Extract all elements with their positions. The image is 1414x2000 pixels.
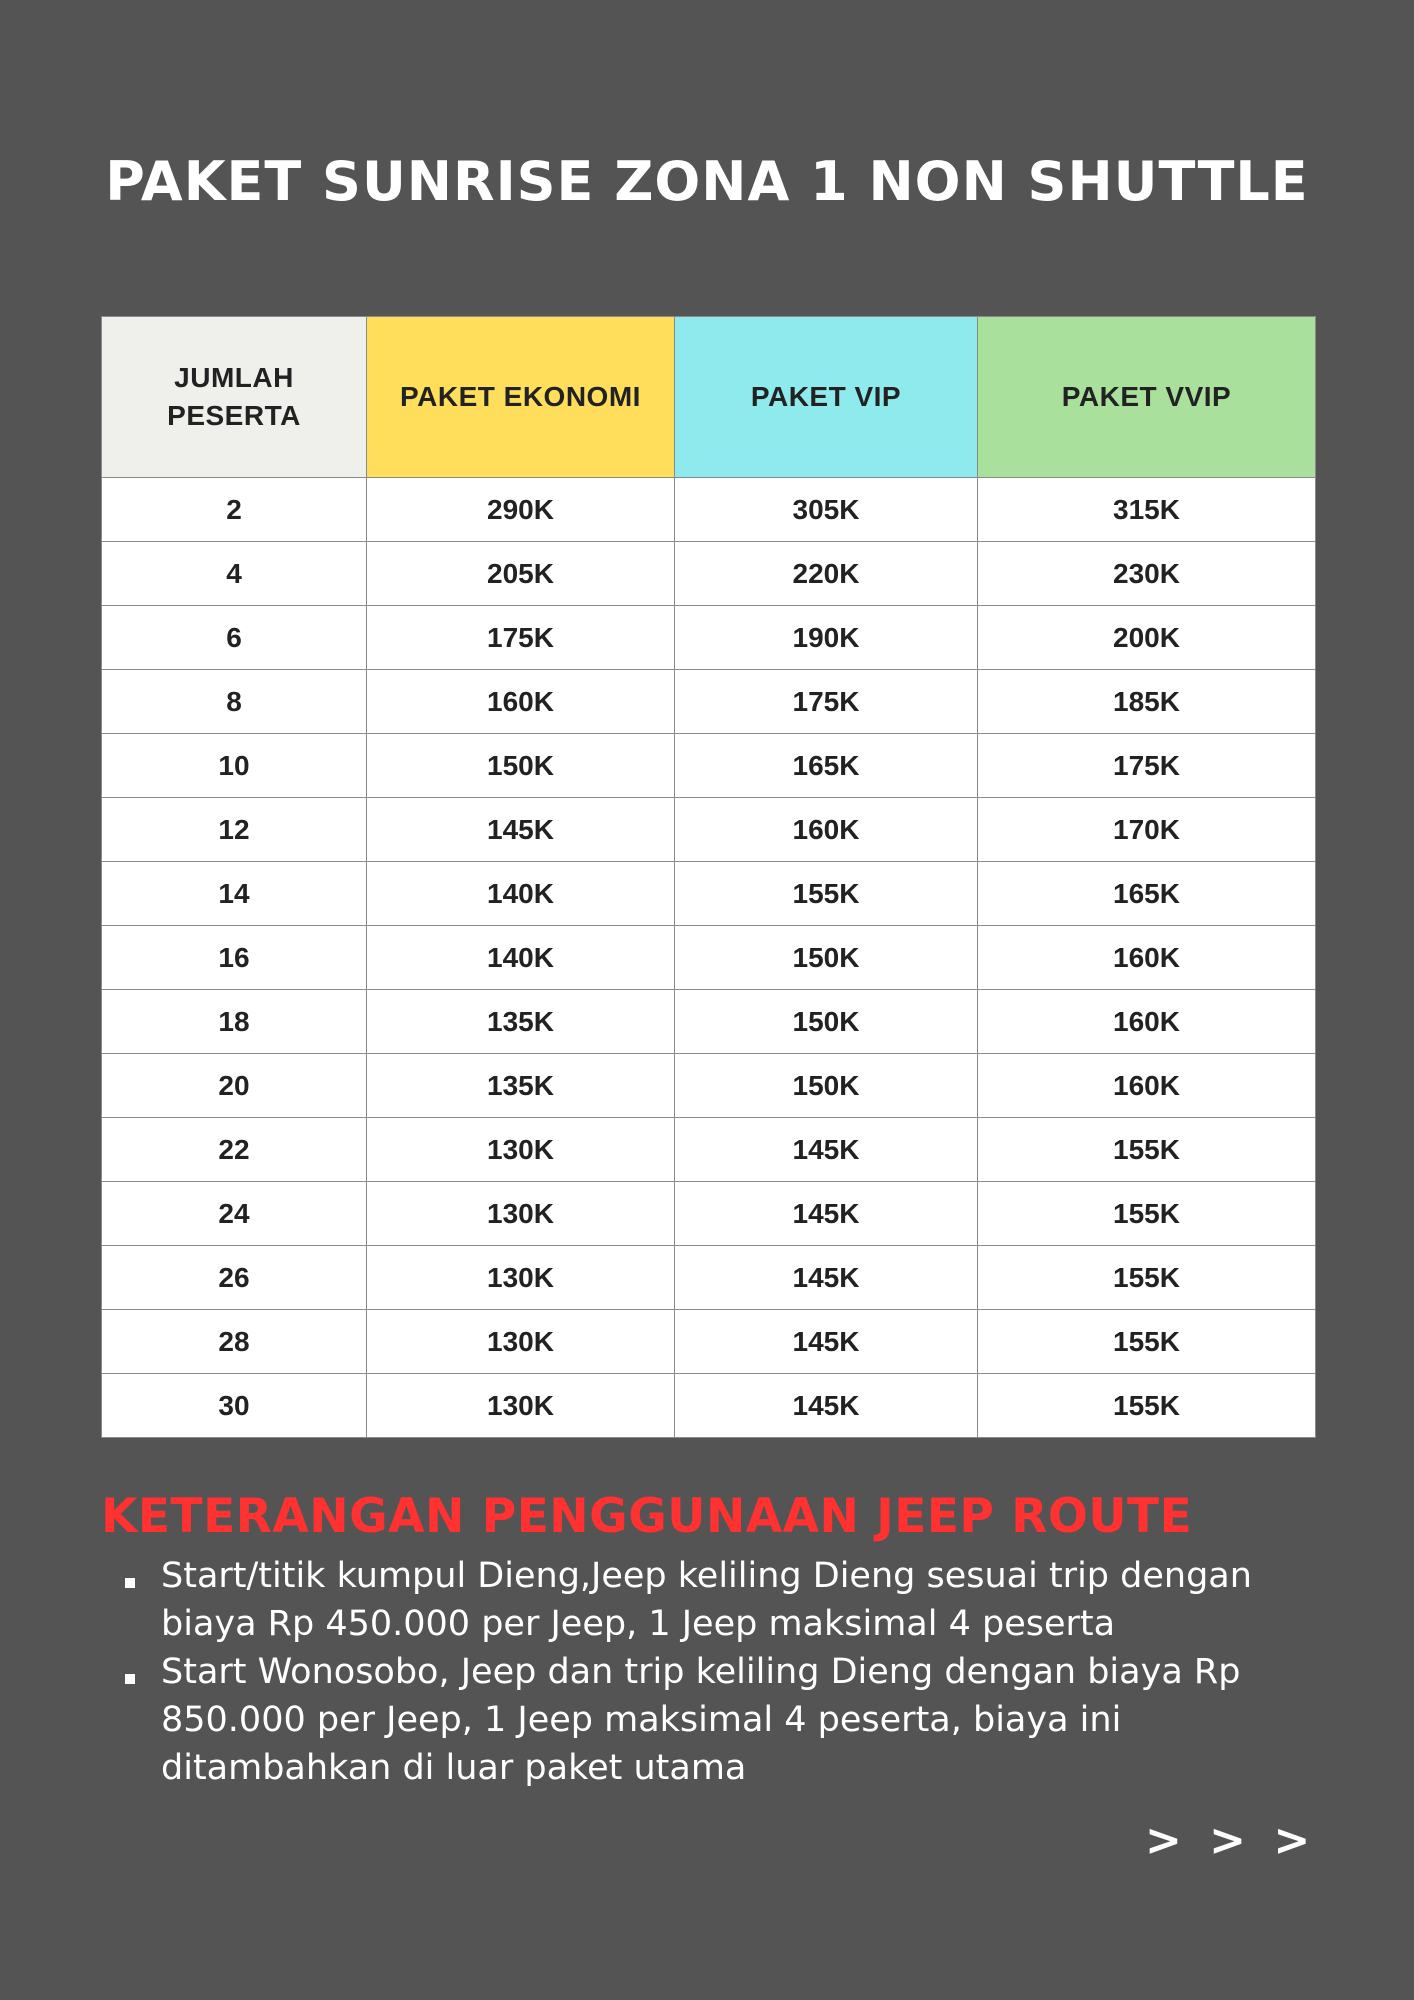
cell-vvip: 155K [978, 1182, 1316, 1246]
cell-vvip: 170K [978, 798, 1316, 862]
table-row [102, 670, 1316, 734]
header-jumlah-peserta: JUMLAH PESERTA [102, 317, 367, 478]
cell-ekonomi: 130K [367, 1310, 675, 1374]
cell-vip: 145K [675, 1310, 978, 1374]
cell-ekonomi: 205K [367, 542, 675, 606]
cell-ekonomi: 130K [367, 1118, 675, 1182]
cell-ekonomi: 135K [367, 990, 675, 1054]
table-row [102, 1054, 1316, 1118]
note-text: Start Wonosobo, Jeep dan trip keliling Dieng dengan biaya Rp 850.000 per Jeep, 1 Jeep maksimal 4 peserta, biaya ini ditambahkan di luar paket utama [161, 1652, 1241, 1788]
cell-jumlah: 30 [102, 1374, 367, 1438]
header-paket-vvip: PAKET VVIP [978, 317, 1316, 478]
cell-vip: 145K [675, 1246, 978, 1310]
price-table [101, 316, 1316, 1438]
cell-vvip: 185K [978, 670, 1316, 734]
cell-jumlah: 2 [102, 478, 367, 542]
cell-vvip: 160K [978, 1054, 1316, 1118]
cell-vvip: 155K [978, 1310, 1316, 1374]
table-row [102, 542, 1316, 606]
cell-vvip: 155K [978, 1374, 1316, 1438]
cell-vip: 150K [675, 926, 978, 990]
cell-ekonomi: 140K [367, 926, 675, 990]
cell-vip: 145K [675, 1182, 978, 1246]
cell-vvip: 230K [978, 542, 1316, 606]
table-row [102, 478, 1316, 542]
list-item [161, 1648, 1331, 1792]
table-row [102, 1246, 1316, 1310]
cell-ekonomi: 140K [367, 862, 675, 926]
cell-vip: 145K [675, 1374, 978, 1438]
cell-vip: 175K [675, 670, 978, 734]
cell-vip: 155K [675, 862, 978, 926]
table-row [102, 1310, 1316, 1374]
cell-jumlah: 16 [102, 926, 367, 990]
cell-vip: 150K [675, 990, 978, 1054]
cell-ekonomi: 135K [367, 1054, 675, 1118]
cell-vvip: 155K [978, 1246, 1316, 1310]
cell-vip: 220K [675, 542, 978, 606]
table-header-row [102, 317, 1316, 478]
cell-vvip: 175K [978, 734, 1316, 798]
cell-jumlah: 28 [102, 1310, 367, 1374]
price-table-body [102, 478, 1316, 1438]
cell-vvip: 200K [978, 606, 1316, 670]
table-row [102, 1182, 1316, 1246]
cell-ekonomi: 130K [367, 1182, 675, 1246]
cell-vvip: 315K [978, 478, 1316, 542]
cell-jumlah: 18 [102, 990, 367, 1054]
table-row [102, 926, 1316, 990]
cell-jumlah: 26 [102, 1246, 367, 1310]
notes-heading: KETERANGAN PENGGUNAAN JEEP ROUTE [101, 1489, 1193, 1544]
cell-vvip: 155K [978, 1118, 1316, 1182]
cell-jumlah: 20 [102, 1054, 367, 1118]
cell-jumlah: 24 [102, 1182, 367, 1246]
cell-jumlah: 14 [102, 862, 367, 926]
table-row [102, 990, 1316, 1054]
cell-vip: 150K [675, 1054, 978, 1118]
cell-vip: 160K [675, 798, 978, 862]
table-row [102, 606, 1316, 670]
cell-ekonomi: 130K [367, 1374, 675, 1438]
cell-jumlah: 6 [102, 606, 367, 670]
cell-vvip: 160K [978, 990, 1316, 1054]
table-row [102, 862, 1316, 926]
cell-vip: 305K [675, 478, 978, 542]
table-row [102, 734, 1316, 798]
cell-ekonomi: 290K [367, 478, 675, 542]
bullet-icon [125, 1578, 135, 1588]
cell-vvip: 165K [978, 862, 1316, 926]
header-paket-vip: PAKET VIP [675, 317, 978, 478]
next-page-arrows[interactable]: > > > [1145, 1815, 1317, 1866]
page-title: PAKET SUNRISE ZONA 1 NON SHUTTLE [105, 150, 1309, 213]
cell-jumlah: 4 [102, 542, 367, 606]
cell-ekonomi: 130K [367, 1246, 675, 1310]
cell-vvip: 160K [978, 926, 1316, 990]
table-row [102, 798, 1316, 862]
cell-jumlah: 10 [102, 734, 367, 798]
cell-ekonomi: 150K [367, 734, 675, 798]
note-text: Start/titik kumpul Dieng,Jeep keliling Dieng sesuai trip dengan biaya Rp 450.000 per Jeep, 1 Jeep maksimal 4 peserta [161, 1556, 1252, 1644]
table-row [102, 1118, 1316, 1182]
cell-vip: 145K [675, 1118, 978, 1182]
cell-jumlah: 22 [102, 1118, 367, 1182]
cell-jumlah: 8 [102, 670, 367, 734]
cell-jumlah: 12 [102, 798, 367, 862]
cell-ekonomi: 145K [367, 798, 675, 862]
bullet-icon [125, 1674, 135, 1684]
table-row [102, 1374, 1316, 1438]
cell-vip: 190K [675, 606, 978, 670]
notes-list [161, 1552, 1331, 1792]
list-item [161, 1552, 1331, 1648]
cell-vip: 165K [675, 734, 978, 798]
cell-ekonomi: 175K [367, 606, 675, 670]
cell-ekonomi: 160K [367, 670, 675, 734]
header-paket-ekonomi: PAKET EKONOMI [367, 317, 675, 478]
